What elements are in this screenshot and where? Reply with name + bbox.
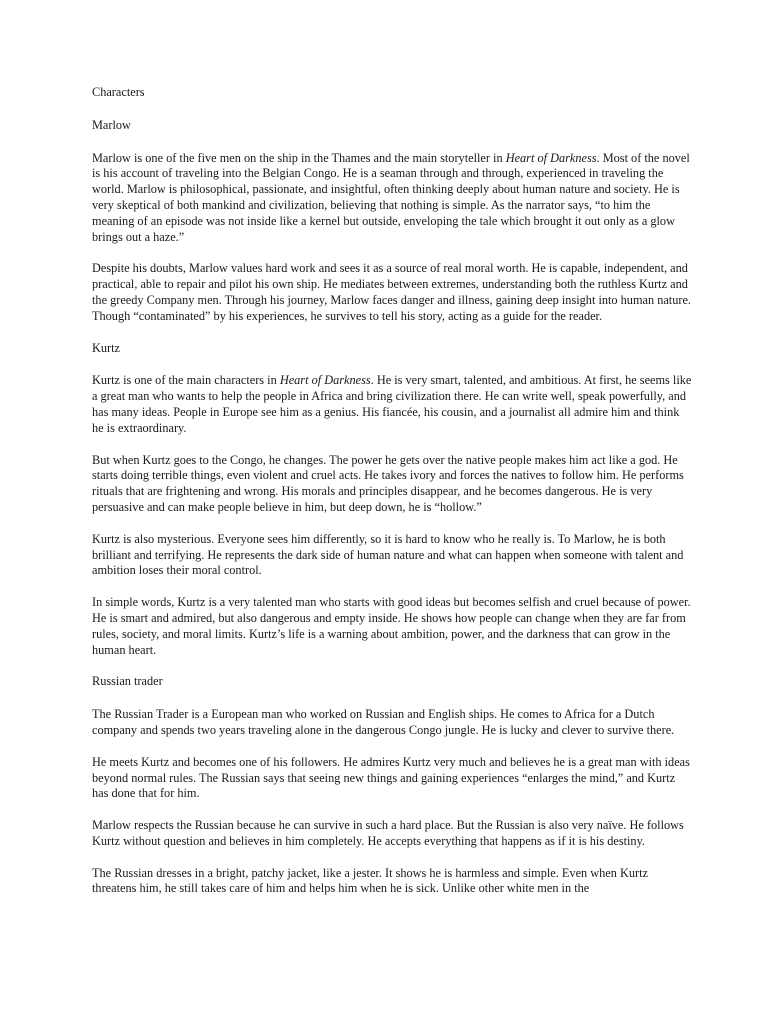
paragraph-text: . Most of the novel is his account of traveling into the Belgian Congo. He is a seaman through and through, experienced in traveling the world. Marlow is philosophical, passionate, and insightful, often thinking deeply about human nature and society. He is very skeptical of both mankind and civilization, believing that nothing is simple. As the narrator says, “to him the meaning of an episode was not inside like a kernel but outside, enveloping the tale which brought it out only as a glow brings out a haze.”: [92, 150, 690, 244]
paragraph: [92, 866, 692, 898]
paragraph: [92, 595, 692, 658]
paragraph: [92, 818, 692, 850]
paragraph-text: But when Kurtz goes to the Congo, he changes. The power he gets over the native people makes him act like a god. He starts doing terrible things, even violent and cruel acts. He takes ivory and forces the natives to follow him. He performs rituals that are frightening and wrong. His morals and principles disappear, and he becomes dangerous. He is very persuasive and can make people believe in him, but deep down, he is “hollow.”: [92, 452, 684, 514]
section-heading: Marlow: [92, 117, 131, 132]
italic-title-text: Heart of Darkness: [505, 150, 597, 165]
paragraph-text: . He is very smart, talented, and ambitious. At first, he seems like a great man who wants to help the people in Africa and bring civilization there. He can write well, speak powerfully, and has many ideas. People in Europe see him as a genius. His fiancée, his cousin, and a journalist all admire him and think he is extraordinary.: [92, 373, 692, 435]
paragraph-text: The Russian Trader is a European man who worked on Russian and English ships. He comes to Africa for a Dutch company and spends two years traveling alone in the dangerous Congo jungle. He is lucky and clever to survive there.: [92, 707, 675, 737]
section-heading: Russian trader: [92, 674, 163, 689]
paragraph-text: Kurtz is also mysterious. Everyone sees him differently, so it is hard to know who he really is. To Marlow, he is both brilliant and terrifying. He represents the dark side of human nature and what can happen when someone with talent and ambition loses their moral control.: [92, 531, 684, 578]
paragraph: [92, 453, 692, 516]
document-title: Characters: [92, 85, 145, 99]
paragraph-text: He meets Kurtz and becomes one of his followers. He admires Kurtz very much and believes he is a great man with ideas beyond normal rules. The Russian says that seeing new things and gaining experiences “enlarges the mind,” and Kurtz has done that for him.: [92, 754, 690, 801]
paragraph-text: In simple words, Kurtz is a very talented man who starts with good ideas but becomes selfish and cruel because of power. He is smart and admired, but also dangerous and empty inside. He shows how people can change when they are far from rules, society, and moral limits. Kurtz’s life is a warning about ambition, power, and the darkness that can grow in the human heart.: [92, 595, 691, 657]
paragraph: [92, 532, 692, 579]
paragraph: [92, 707, 692, 739]
paragraph: [92, 151, 692, 246]
italic-title-text: Heart of Darkness: [279, 373, 371, 388]
paragraph-text: The Russian dresses in a bright, patchy jacket, like a jester. It shows he is harmless and simple. Even when Kurtz threatens him, he still takes care of him and helps him when he is sick. Unlike other white men in the: [92, 865, 648, 896]
paragraph-text: Marlow respects the Russian because he can survive in such a hard place. But the Russian is also very naïve. He follows Kurtz without question and believes in him completely. He accepts everything that happens as if it is his destiny.: [92, 818, 684, 848]
paragraph: [92, 373, 692, 436]
paragraph-text: Marlow is one of the five men on the ship in the Thames and the main storyteller in: [92, 150, 506, 165]
paragraph-text: Kurtz is one of the main characters in: [92, 373, 280, 388]
paragraph: [92, 261, 692, 324]
document-body: [92, 118, 692, 897]
paragraph-text: Despite his doubts, Marlow values hard work and sees it as a source of real moral worth. He is capable, independent, and practical, able to repair and pilot his own ship. He mediates between extremes, understanding both the ruthless Kurtz and the greedy Company men. Through his journey, Marlow faces danger and illness, gaining deep insight into human nature. Though “contaminated” by his experiences, he survives to tell his story, acting as a guide for the reader.: [92, 261, 691, 323]
document-page: [92, 85, 692, 913]
paragraph: [92, 755, 692, 802]
section-heading: Kurtz: [92, 340, 120, 355]
